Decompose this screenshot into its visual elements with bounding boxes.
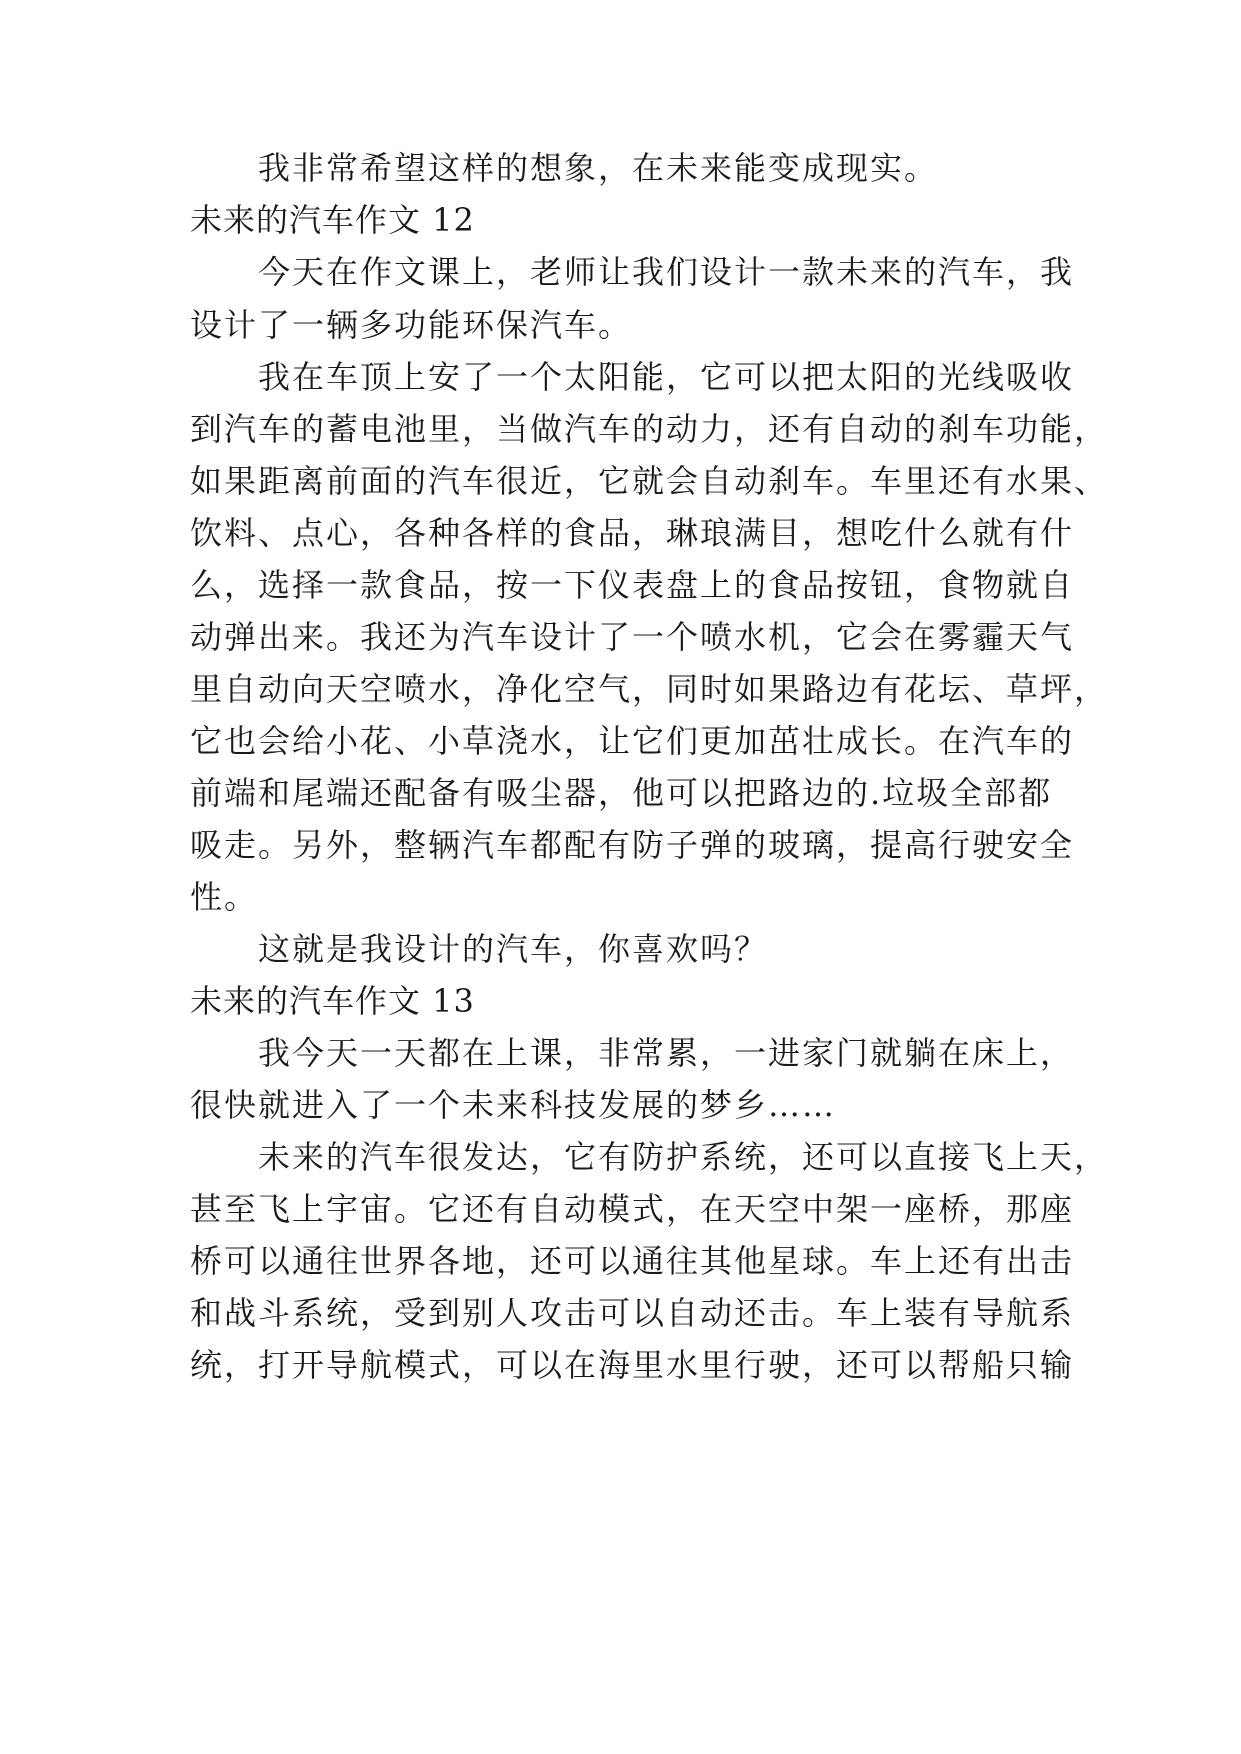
paragraph-line: 我今天一天都在上课，非常累，一进家门就躺在床上，: [258, 1034, 1075, 1072]
paragraph-line: 它也会给小花、小草浇水，让它们更加茁壮成长。在汽车的: [190, 722, 1075, 760]
paragraph-line: 未来的汽车很发达，它有防护系统，还可以直接飞上天，: [258, 1138, 1109, 1176]
paragraph-line: 桥可以通往世界各地，还可以通往其他星球。车上还有出击: [190, 1242, 1075, 1280]
paragraph-line: 里自动向天空喷水，净化空气，同时如果路边有花坛、草坪，: [190, 670, 1109, 708]
paragraph-line: 我非常希望这样的想象，在未来能变成现实。: [258, 149, 939, 187]
paragraph-line: 前端和尾端还配备有吸尘器，他可以把路边的.垃圾全部都: [190, 774, 1053, 812]
paragraph-line: 饮料、点心，各种各样的食品，琳琅满目，想吃什么就有什: [190, 514, 1075, 552]
paragraph-line: 今天在作文课上，老师让我们设计一款未来的汽车，我: [258, 253, 1075, 291]
paragraph-line: 到汽车的蓄电池里，当做汽车的动力，还有自动的刹车功能，: [190, 410, 1109, 448]
paragraph-line: 动弹出来。我还为汽车设计了一个喷水机，它会在雾霾天气: [190, 618, 1075, 656]
paragraph-line: 我在车顶上安了一个太阳能，它可以把太阳的光线吸收: [258, 358, 1075, 396]
paragraph-line: 设计了一辆多功能环保汽车。: [190, 306, 633, 344]
paragraph-line: 如果距离前面的汽车很近，它就会自动刹车。车里还有水果、: [190, 462, 1109, 500]
paragraph-line: 性。: [190, 878, 259, 916]
section-heading-12: 未来的汽车作文 12: [190, 201, 475, 239]
paragraph-line: 很快就进入了一个未来科技发展的梦乡……: [190, 1086, 837, 1124]
paragraph-line: 和战斗系统，受到别人攻击可以自动还击。车上装有导航系: [190, 1294, 1075, 1332]
paragraph-line: 甚至飞上宇宙。它还有自动模式，在天空中架一座桥，那座: [190, 1190, 1075, 1228]
paragraph-line: 么，选择一款食品，按一下仪表盘上的食品按钮，食物就自: [190, 566, 1075, 604]
paragraph-line: 吸走。另外，整辆汽车都配有防子弹的玻璃，提高行驶安全: [190, 826, 1075, 864]
paragraph-line: 统，打开导航模式，可以在海里水里行驶，还可以帮船只输: [190, 1346, 1075, 1384]
section-heading-13: 未来的汽车作文 13: [190, 982, 475, 1020]
paragraph-line: 这就是我设计的汽车，你喜欢吗？: [258, 930, 769, 968]
